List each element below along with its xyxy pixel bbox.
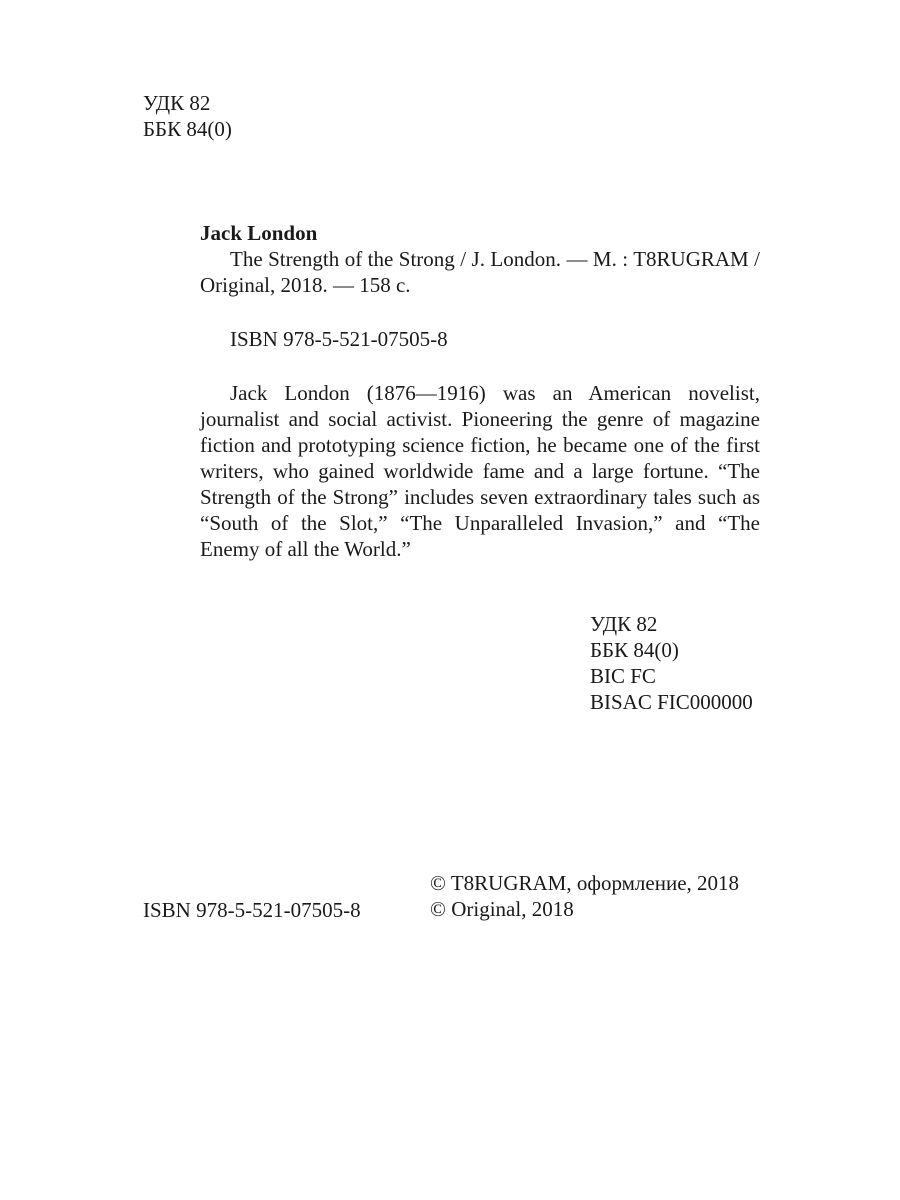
top-udk-code: УДК 82 [143, 91, 211, 115]
bottom-isbn [143, 897, 361, 923]
bottom-isbn-number: ISBN 978-5-521-07505-8 [143, 898, 361, 922]
top-classification-codes [143, 90, 232, 142]
right-bbk-code: ББК 84(0) [590, 638, 679, 662]
top-bbk-code: ББК 84(0) [143, 117, 232, 141]
bisac-code: BISAC FIC000000 [590, 690, 753, 714]
isbn-entry: ISBN 978-5-521-07505-8 [230, 327, 448, 351]
title-entry: The Strength of the Strong / J. London. — M. : T8RUGRAM / Original, 2018. — 158 c. [200, 247, 760, 297]
right-classification-codes [590, 611, 753, 715]
bic-code: BIC FC [590, 664, 656, 688]
right-udk-code: УДК 82 [590, 612, 658, 636]
copyright-t8rugram: © T8RUGRAM, оформление, 2018 [430, 871, 740, 895]
catalog-card [200, 220, 760, 562]
copyright-original: © Original, 2018 [430, 897, 574, 921]
author-name: Jack London [200, 221, 318, 245]
copyright-notices [430, 870, 739, 922]
book-annotation: Jack London (1876—1916) was an American novelist, journalist and social activist. Pioneering the genre of magazine fiction and prototyping science fiction, he became one of the first writers, who gained worldwide fame and a large fortune. “The Strength of the Strong” includes seven extraordinary tales such as “South of the Slot,” “The Unparalleled Invasion,” and “The Enemy of all the World.” [200, 381, 760, 561]
